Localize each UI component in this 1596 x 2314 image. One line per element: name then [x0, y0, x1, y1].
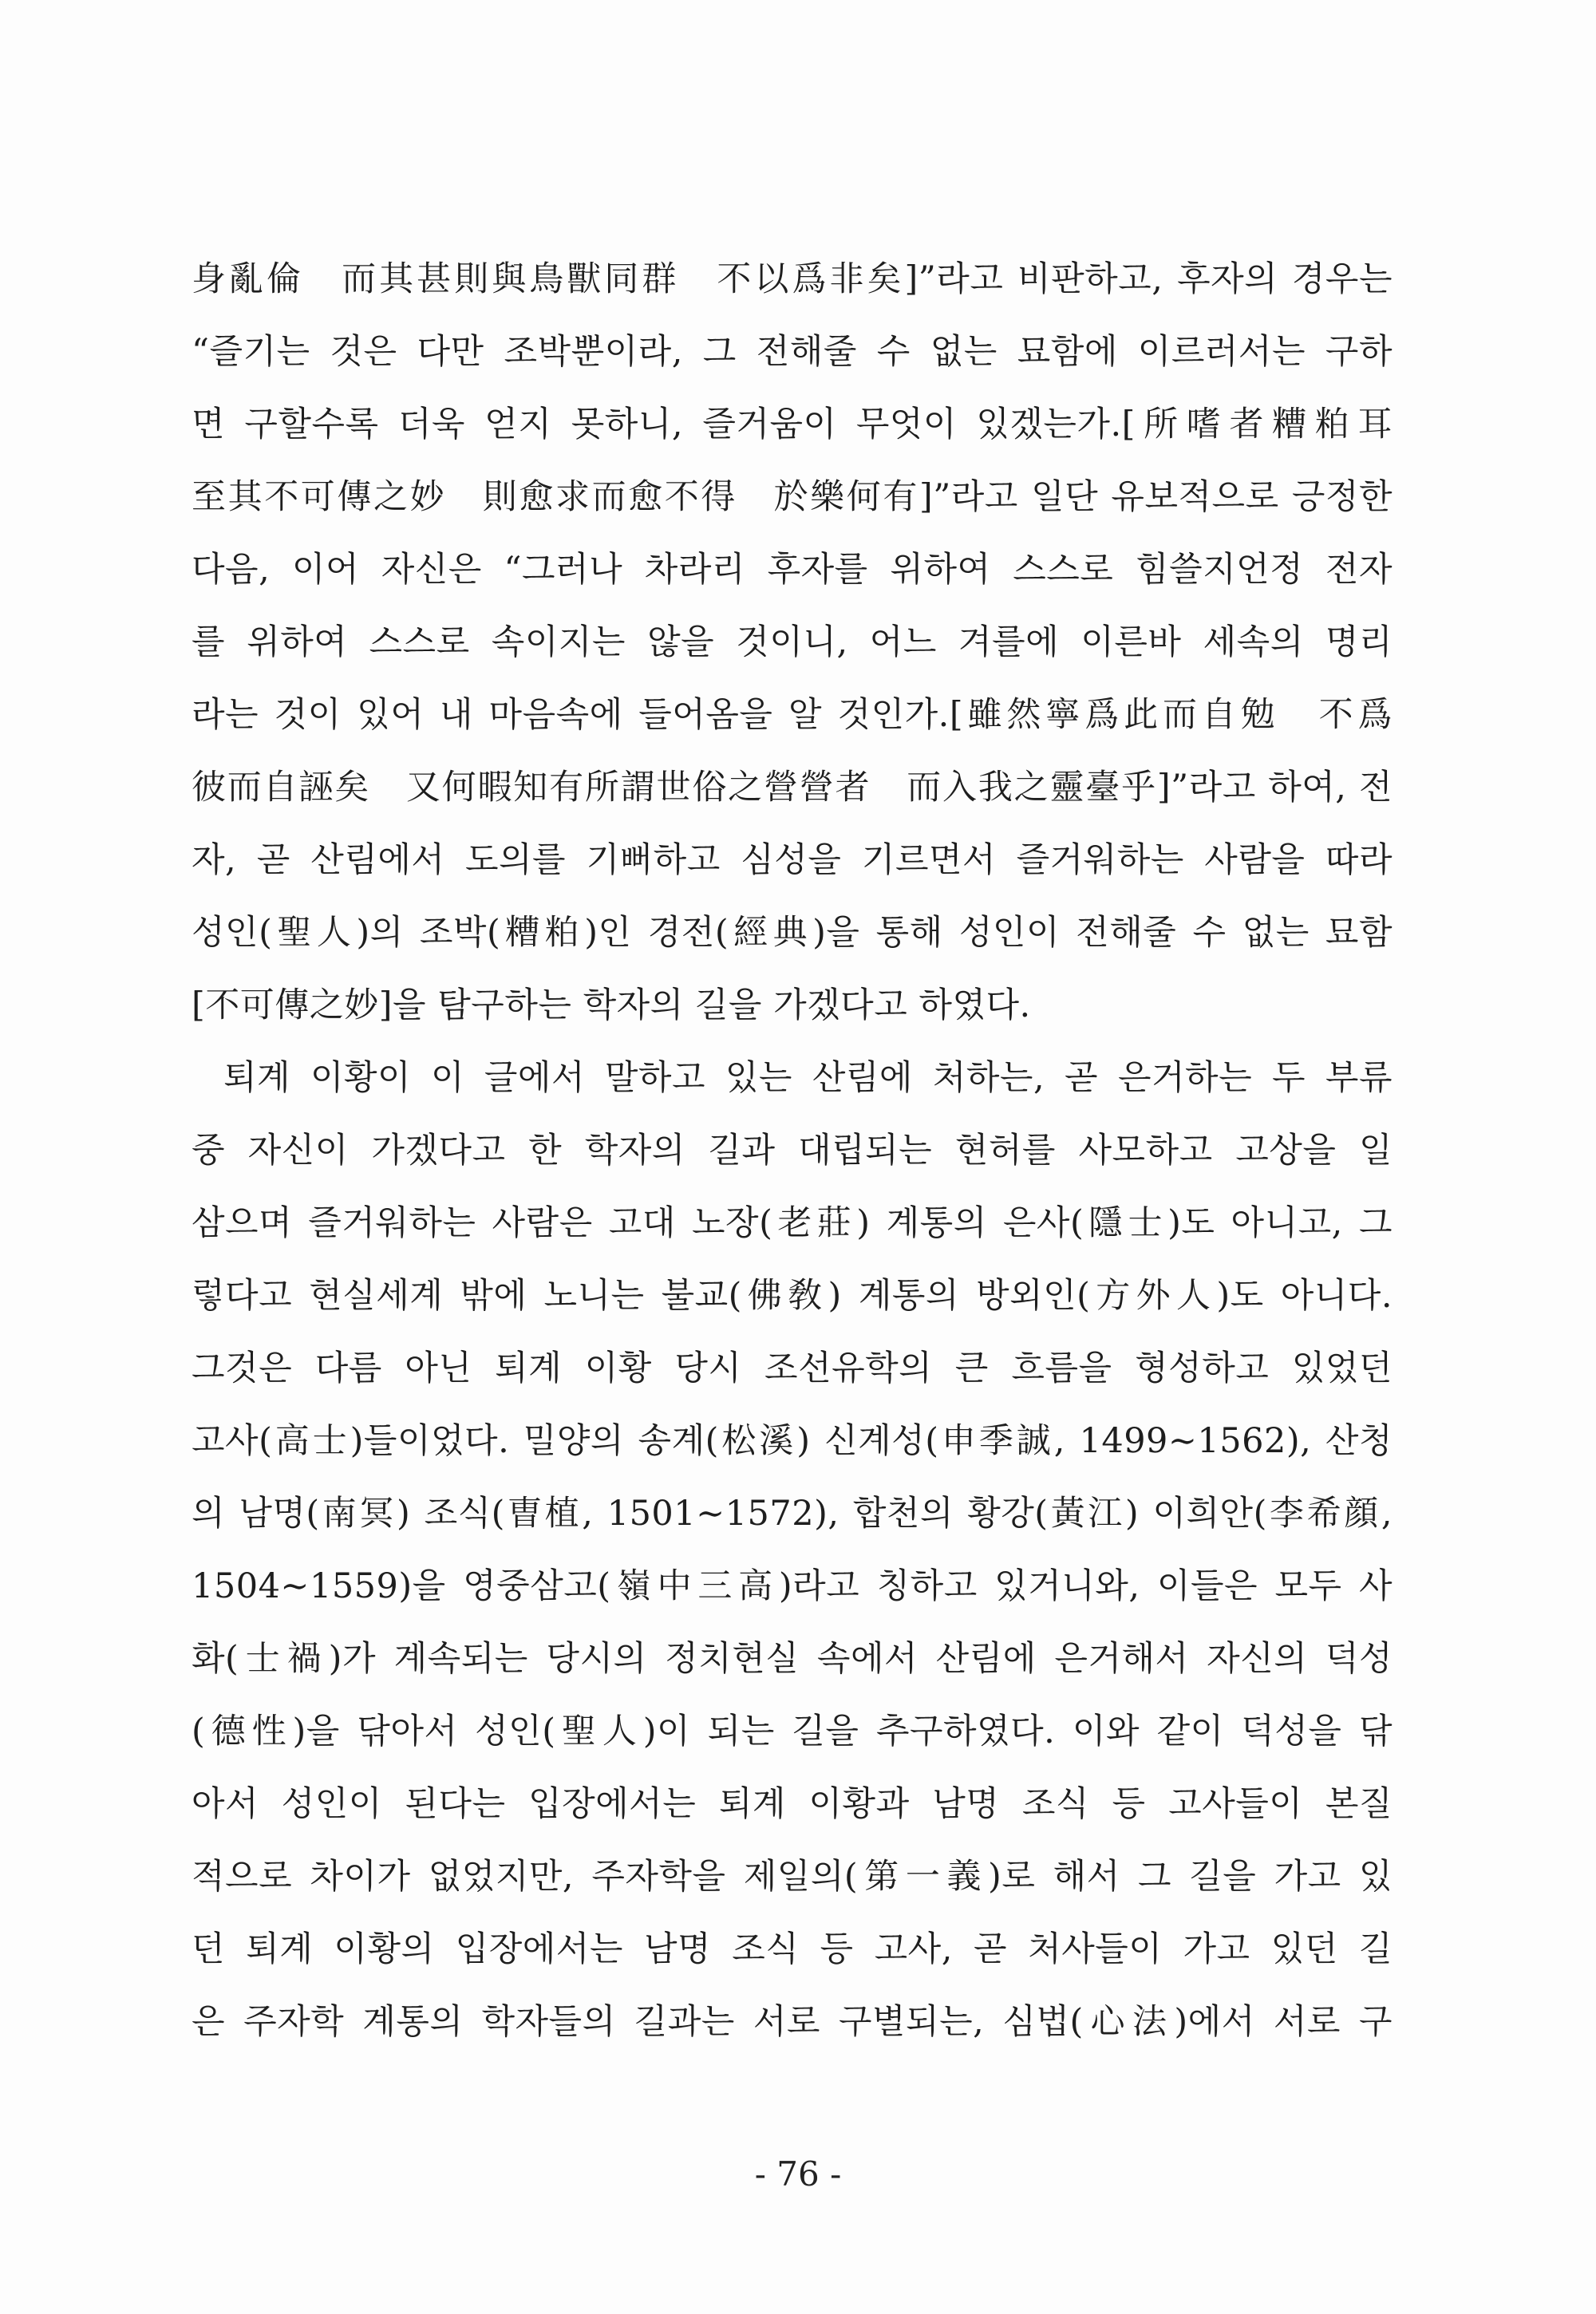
text-line: 至其不可傳之妙 則愈求而愈不得 於樂何有]”라고 일단 유보적으로 긍정한	[192, 477, 1393, 517]
text-line: 고사(高士)들이었다. 밀양의 송계(松溪) 신계성(申季誠, 1499∼1562), 산청	[192, 1421, 1393, 1461]
text-line: (德性)을 닦아서 성인(聖人)이 되는 길을 추구하였다. 이와 같이 덕성을 닦	[192, 1712, 1393, 1751]
text-line: 彼而自誣矣 又何暇知有所謂世俗之營營者 而入我之靈臺乎]”라고 하여, 전	[192, 768, 1393, 808]
text-line: [不可傳之妙]을 탐구하는 학자의 길을 가겠다고 하였다.	[192, 985, 1031, 1025]
paragraph-first-line: 퇴계 이황이 이 글에서 말하고 있는 산림에 처하는, 곧 은거하는 두 부류	[223, 1058, 1393, 1098]
text-line: 의 남명(南冥) 조식(曺植, 1501∼1572), 합천의 황강(黃江) 이희안(李希顔,	[192, 1494, 1393, 1534]
text-line: 다음, 이어 자신은 “그러나 차라리 후자를 위하여 스스로 힘쓸지언정 전자	[192, 550, 1393, 590]
text-line: 身亂倫 而其甚則與鳥獸同群 不以爲非矣]”라고 비판하고, 후자의 경우는	[192, 259, 1393, 299]
text-line: 렇다고 현실세계 밖에 노니는 불교(佛敎) 계통의 방외인(方外人)도 아니다.	[192, 1276, 1393, 1316]
text-line: 면 구할수록 더욱 얻지 못하니, 즐거움이 무엇이 있겠는가.[所嗜者糟粕耳	[192, 405, 1393, 444]
text-line: 화(士禍)가 계속되는 당시의 정치현실 속에서 산림에 은거해서 자신의 덕성	[192, 1639, 1393, 1679]
text-line: 자, 곧 산림에서 도의를 기뻐하고 심성을 기르면서 즐거워하는 사람을 따라	[192, 840, 1393, 880]
text-line: 은 주자학 계통의 학자들의 길과는 서로 구별되는, 심법(心法)에서 서로 구	[192, 2002, 1393, 2042]
body-text	[192, 243, 1393, 2059]
page-number: - 76 -	[754, 2154, 842, 2194]
text-line: “즐기는 것은 다만 조박뿐이라, 그 전해줄 수 없는 묘함에 이르러서는 구하	[192, 332, 1393, 372]
text-line: 를 위하여 스스로 속이지는 않을 것이니, 어느 겨를에 이른바 세속의 명리	[192, 622, 1393, 662]
text-line: 성인(聖人)의 조박(糟粕)인 경전(經典)을 통해 성인이 전해줄 수 없는 묘함	[192, 913, 1393, 953]
text-line: 중 자신이 가겠다고 한 학자의 길과 대립되는 현허를 사모하고 고상을 일	[192, 1131, 1393, 1171]
text-line: 삼으며 즐거워하는 사람은 고대 노장(老莊) 계통의 은사(隱士)도 아니고, 그	[192, 1203, 1393, 1243]
text-line: 그것은 다름 아닌 퇴계 이황 당시 조선유학의 큰 흐름을 형성하고 있었던	[192, 1349, 1393, 1388]
text-line: 아서 성인이 된다는 입장에서는 퇴계 이황과 남명 조식 등 고사들이 본질	[192, 1784, 1393, 1824]
text-line: 1504∼1559)을 영중삼고(嶺中三高)라고 칭하고 있거니와, 이들은 모두 사	[192, 1566, 1393, 1606]
text-line: 던 퇴계 이황의 입장에서는 남명 조식 등 고사, 곧 처사들이 가고 있던 길	[192, 1929, 1393, 1969]
text-line: 적으로 차이가 없었지만, 주자학을 제일의(第一義)로 해서 그 길을 가고 있	[192, 1857, 1393, 1897]
text-line: 라는 것이 있어 내 마음속에 들어옴을 알 것인가.[雖然寧爲此而自勉 不爲	[192, 695, 1393, 735]
